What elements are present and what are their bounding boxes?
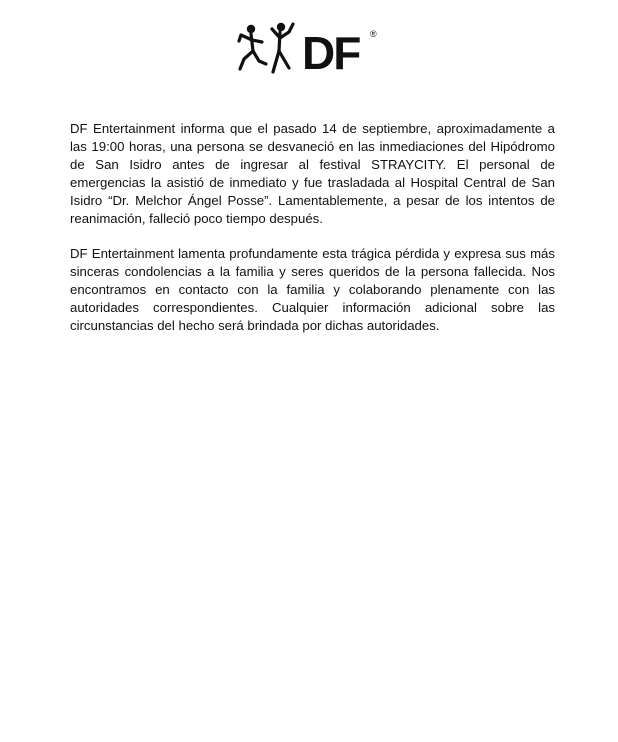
- statement-paragraph-2: DF Entertainment lamenta profundamente esta trágica pérdida y expresa sus más sinceras condolencias a la familia y seres queridos de la persona fallecida. Nos encontramos en contacto con la familia y colaborando plenamente con las autoridades correspondientes. Cualquier información adicional sobre las circunstancias del hecho será brindada por dichas autoridades.: [70, 246, 555, 334]
- df-logo-graphic: [236, 20, 382, 80]
- statement-body: [70, 120, 555, 353]
- dancing-figures-icon: [239, 23, 293, 72]
- logo-text: DF: [302, 27, 360, 79]
- df-logo: [236, 20, 382, 80]
- registered-mark: ®: [370, 29, 377, 39]
- statement-paragraph-1: DF Entertainment informa que el pasado 14 de septiembre, aproximadamente a las 19:00 horas, una persona se desvaneció en las inmediaciones del Hipódromo de San Isidro antes de ingresar al festival STRAYCITY. El personal de emergencias la asistió de inmediato y fue trasladada al Hospital Central de San Isidro “Dr. Melchor Ángel Posse”. Lamentablemente, a pesar de los intentos de reanimación, falleció poco tiempo después.: [70, 121, 555, 226]
